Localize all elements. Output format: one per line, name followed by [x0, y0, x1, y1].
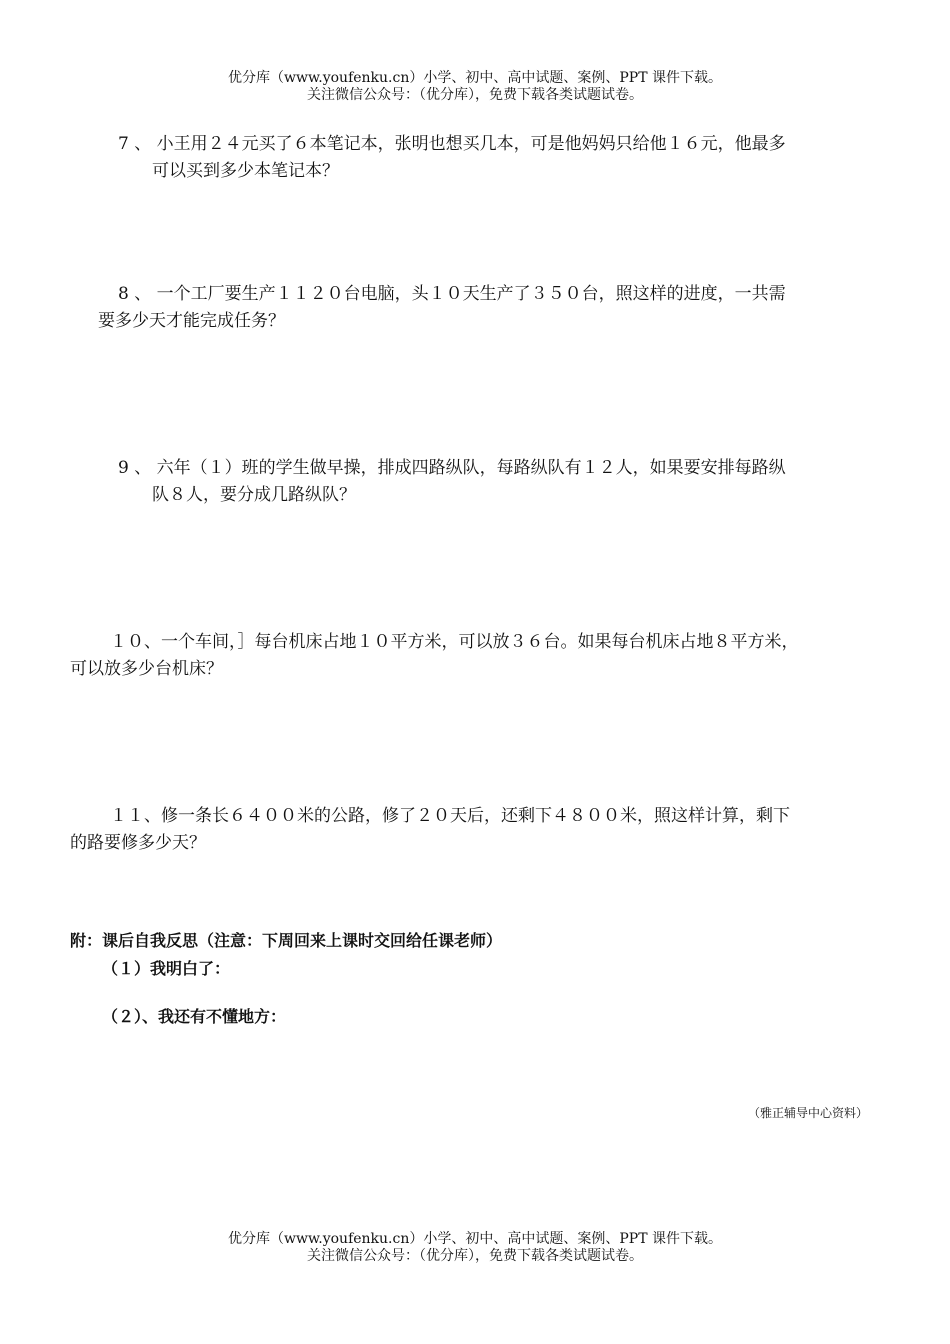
source-note: （雅正辅导中心资料）	[747, 1106, 868, 1120]
question-9-line-2: 队８人，要分成几路纵队？	[152, 485, 356, 505]
question-8-line-2: 要多少天才能完成任务？	[98, 311, 285, 331]
question-10-line-2: 可以放多少台机床？	[70, 659, 223, 679]
question-11	[70, 803, 790, 857]
question-7	[118, 131, 786, 185]
footer-line-1: 优分库（www.youfenku.cn）小学、初中、高中试题、案例、PPT 课件下载。	[227, 1231, 722, 1247]
header-line-1: 优分库（www.youfenku.cn）小学、初中、高中试题、案例、PPT 课件下载。	[227, 70, 722, 86]
question-10-line-1: １０、一个车间，］每台机床占地１０平方米，可以放３６台。如果每台机床占地８平方米，	[110, 632, 799, 652]
question-10	[70, 629, 799, 683]
page-footer	[0, 1231, 950, 1265]
reflection-item-understood: （１）我明白了：	[102, 959, 231, 978]
header-line-2: 关注微信公众号：（优分库），免费下载各类试题试卷。	[307, 87, 643, 103]
question-11-line-2: 的路要修多少天？	[70, 833, 206, 853]
question-8	[98, 281, 786, 335]
question-8-line-1: 8 、 一个工厂要生产１１２０台电脑，头１０天生产了３５０台，照这样的进度，一共需	[118, 284, 786, 304]
question-11-line-1: １１、修一条长６４００米的公路，修了２０天后，还剩下４８００米，照这样计算，剩下	[110, 806, 790, 826]
footer-line-2: 关注微信公众号：（优分库），免费下载各类试题试卷。	[307, 1248, 643, 1264]
question-9-line-1: 9 、 六年（１）班的学生做早操，排成四路纵队，每路纵队有１２人，如果要安排每路纵	[118, 458, 786, 478]
question-9	[118, 455, 786, 509]
reflection-title: 附：课后自我反思（注意：下周回来上课时交回给任课老师）	[70, 931, 503, 950]
question-7-line-1: 7 、 小王用２４元买了６本笔记本，张明也想买几本，可是他妈妈只给他１６元，他最多	[118, 134, 786, 154]
page-header	[0, 70, 950, 104]
question-7-line-2: 可以买到多少本笔记本？	[152, 161, 339, 181]
reflection-item-not-understood: （２）、我还有不懂地方：	[102, 1007, 287, 1026]
